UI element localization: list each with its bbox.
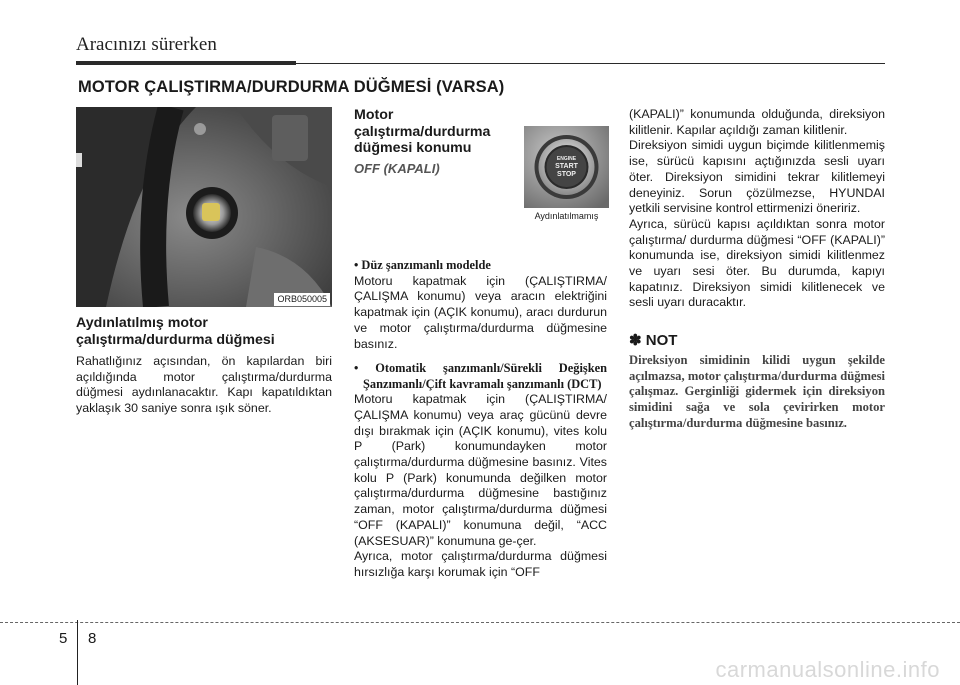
steering-wheel-illustration [76, 107, 332, 307]
button-label-start: START [555, 163, 578, 170]
column-left [76, 107, 332, 417]
note-body: Direksiyon simidinin kilidi uygun şekilde açılmazsa, motor çalıştırma/durdurma düğmesi çalışmaz. Gerginliği gidermek için direksiyon simidini sağa ve sola çevirirken motor çalıştırma/durdurma düğmesine basınız. [629, 352, 885, 430]
col3-body1: (KAPALI)” konumunda olduğunda, direksiyon kilitlenir. Kapılar açıldığı zaman kilitlenir. [629, 107, 885, 137]
automatic-transmission-bullet: • Otomatik şanzımanlı/Sürekli Değişken Şanzımanlı/Çift kavramalı şanzımanlı (DCT) [354, 361, 607, 391]
chapter-title: Aracınızı sürerken [76, 34, 217, 55]
start-button-figure [524, 126, 609, 226]
footer-dashed-rule [0, 622, 960, 623]
watermark-text: carmanualsonline.info [715, 657, 940, 682]
note-title: NOT [645, 332, 678, 350]
col2-heading-line1: Motor çalıştırma/durdurma [354, 107, 491, 140]
page-section-number: 5 [59, 630, 68, 647]
start-button-image [524, 126, 609, 208]
header-rule-thin [296, 63, 885, 64]
header-rule-thick [76, 61, 296, 65]
col3-body3: Ayrıca, sürücü kapısı açıldıktan sonra motor çalıştırma/ durdurma düğmesi “OFF (KAPALI)” konumunda ise, direksiyon simidi kilitlenmez ve uyarı sesi öter. Bu durumda, kapıyı kapatınız. Direksiyon simidi kilitlenecek ve sesli uyarı duracaktır. [629, 216, 885, 310]
section-title: MOTOR ÇALIŞTIRMA/DURDURMA DÜĞMESİ (VARSA) [78, 78, 505, 96]
manual-transmission-bullet: • Düz şanzımanlı modelde [354, 258, 491, 273]
col2-body3: Ayrıca, motor çalıştırma/durdurma düğmesi hırsızlığa karşı korumak için “OFF [354, 549, 607, 579]
col1-body: Rahatlığınız açısından, ön kapılardan biri açıldığında motor çalıştırma/durdurma düğmesi aydınlanacaktır. Kapı kapatıldıktan yaklaşık 30 saniye sonra ışık söner. [76, 354, 332, 416]
col2-body2: Motoru kapatmak için (ÇALIŞTIRMA/ÇALIŞMA konumu) veya araç gücünü devre dışı bırakmak için (AÇIK konumu), vites kolu P (Park) konumundayken motor çalıştırma/durdurma düğmesine basınız. Vites kolu P (Park) konumunda değilken motor çalıştırma/durdurma düğmesine bastığınız zaman, motor çalıştırma/durdurma düğmesi “OFF (KAPALI)” konumuna değil, “ACC (AKSESUAR)” konumuna ge-çer. [354, 392, 607, 548]
note-star-icon: ✽ [629, 332, 642, 350]
photo-caption: ORB050005 [274, 293, 330, 306]
col2-heading-line2: düğmesi konumu [354, 140, 472, 156]
button-label-stop: STOP [557, 171, 576, 178]
dashboard-photo [76, 107, 332, 307]
col1-heading-line1: Aydınlatılmış motor [76, 315, 208, 331]
col1-heading [76, 315, 332, 348]
page-number: 8 [88, 630, 97, 647]
col1-heading-line2: çalıştırma/durdurma düğmesi [76, 331, 275, 348]
note-heading [629, 333, 885, 349]
col2-heading [354, 107, 514, 157]
footer-vertical-rule [77, 620, 78, 685]
col3-body2: Direksiyon simidi uygun biçimde kilitlenmemiş ise, sürücü kapısını açtığınızda sesli uyarı öter. Direksiyon simidini tekrar kilitlemeyi deneyiniz. Sorun çözülmezse, HYUNDAI yetkili servisine kontrol ettirmenizi öneririz. [629, 138, 885, 216]
button-caption: Aydınlatılmamış [534, 211, 599, 221]
col2-body1: Motoru kapatmak için (ÇALIŞTIRMA/ÇALIŞMA konumu) veya aracın elektriğini kapatmak için (AÇIK konumu), aracı durdurun ve motor çalıştırma/durdurma düğmesine basınız. [354, 273, 607, 351]
column-right [629, 107, 885, 431]
button-label-engine: ENGINE [556, 156, 577, 162]
off-subhead: OFF (KAPALI) [354, 160, 440, 176]
